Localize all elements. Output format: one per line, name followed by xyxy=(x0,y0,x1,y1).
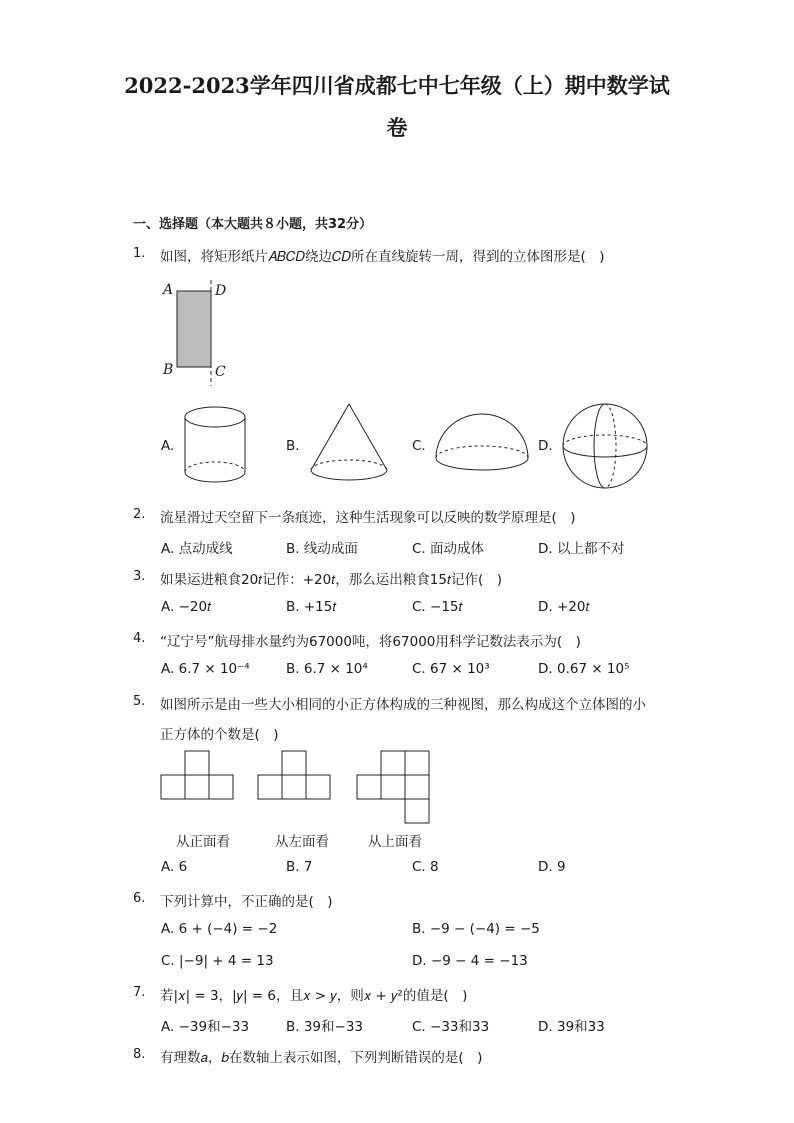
question-text: 有理数𝑎，𝑏在数轴上表示如图，下列判断错误的是( ) xyxy=(160,1050,483,1066)
question-number: 8. xyxy=(133,1047,146,1062)
front-view-caption: 从正面看 xyxy=(176,834,230,850)
left-view-caption: 从左面看 xyxy=(275,834,329,850)
option-c[interactable]: C. −33和33 xyxy=(412,1019,490,1035)
label-c: C xyxy=(215,364,226,380)
option-b[interactable]: B. xyxy=(286,438,300,454)
question-text: 流星滑过天空留下一条痕迹，这种生活现象可以反映的数学原理是( ) xyxy=(160,510,576,526)
question-text: 如图，将矩形纸片𝐴𝐵𝐶𝐷绕边𝐶𝐷所在直线旋转一周，得到的立体图形是( ) xyxy=(160,249,605,265)
question-text: 如果运进粮食20𝑡记作：+20𝑡，那么运出粮食15𝑡记作( ) xyxy=(160,572,503,588)
option-a[interactable]: A. −39和−33 xyxy=(161,1019,250,1035)
option-b[interactable]: B. 线动成面 xyxy=(286,541,358,557)
question-number: 2. xyxy=(133,507,146,522)
option-d[interactable]: D. 9 xyxy=(538,859,566,875)
option-b[interactable]: B. 7 xyxy=(286,859,313,875)
option-a[interactable]: A. 6.7 × 10⁻⁴ xyxy=(161,661,250,677)
option-c[interactable]: C. |−9| + 4 = 13 xyxy=(161,953,274,969)
front-view-icon xyxy=(161,750,237,800)
left-view-icon xyxy=(258,750,334,800)
paper-title-line2: 卷 xyxy=(386,115,408,140)
question-text: “辽宁号”航母排水量约为67000吨，将67000用科学记数法表示为( ) xyxy=(160,634,581,650)
question-number: 6. xyxy=(133,891,146,906)
option-d[interactable]: D. 0.67 × 10⁵ xyxy=(538,661,630,677)
question-text-continued: 正方体的个数是( ) xyxy=(160,727,279,743)
option-d[interactable]: D. −9 − 4 = −13 xyxy=(412,953,528,969)
option-b[interactable]: B. 39和−33 xyxy=(286,1019,364,1035)
option-d[interactable]: D. 39和33 xyxy=(538,1019,605,1035)
option-b[interactable]: B. +15𝑡 xyxy=(286,599,337,615)
question-number: 7. xyxy=(133,985,146,1000)
question-number: 1. xyxy=(133,246,146,261)
cone-icon xyxy=(309,403,391,483)
label-b: B xyxy=(163,362,174,378)
option-c[interactable]: C. 67 × 10³ xyxy=(412,661,490,677)
label-d: D xyxy=(215,283,227,299)
option-a[interactable]: A. −20𝑡 xyxy=(161,599,212,615)
option-b[interactable]: B. −9 − (−4) = −5 xyxy=(412,921,540,937)
option-a[interactable]: A. 6 xyxy=(161,859,188,875)
question-number: 3. xyxy=(133,569,146,584)
option-a[interactable]: A. 6 + (−4) = −2 xyxy=(161,921,278,937)
option-c[interactable]: C. xyxy=(412,438,426,454)
paper-title-line1: 2022-2023学年四川省成都七中七年级（上）期中数学试 xyxy=(124,73,670,98)
top-view-caption: 从上面看 xyxy=(368,834,422,850)
question-text: 下列计算中，不正确的是( ) xyxy=(160,894,333,910)
option-c[interactable]: C. −15𝑡 xyxy=(412,599,463,615)
section-heading: 一、选择题（本大题共８小题，共32分） xyxy=(133,217,373,232)
sphere-icon xyxy=(561,403,649,489)
top-view-icon xyxy=(357,750,433,824)
option-b[interactable]: B. 6.7 × 10⁴ xyxy=(286,661,368,677)
question-text: 如图所示是由一些大小相同的小正方体构成的三种视图，那么构成这个立体图的小 xyxy=(160,697,646,713)
option-c[interactable]: C. 面动成体 xyxy=(412,541,485,557)
option-a[interactable]: A. xyxy=(161,438,175,454)
cylinder-icon xyxy=(183,404,247,486)
hemisphere-icon xyxy=(434,412,530,474)
option-a[interactable]: A. 点动成线 xyxy=(161,541,233,557)
option-d[interactable]: D. 以上都不对 xyxy=(538,541,625,557)
question-text: 若|𝑥| = 3，|𝑦| = 6，且𝑥 > 𝑦，则𝑥 + 𝑦²的值是( ) xyxy=(160,988,468,1004)
option-d[interactable]: D. xyxy=(538,438,553,454)
question-number: 5. xyxy=(133,694,146,709)
label-a: A xyxy=(163,282,174,298)
option-d[interactable]: D. +20𝑡 xyxy=(538,599,590,615)
option-c[interactable]: C. 8 xyxy=(412,859,439,875)
question-number: 4. xyxy=(133,631,146,646)
